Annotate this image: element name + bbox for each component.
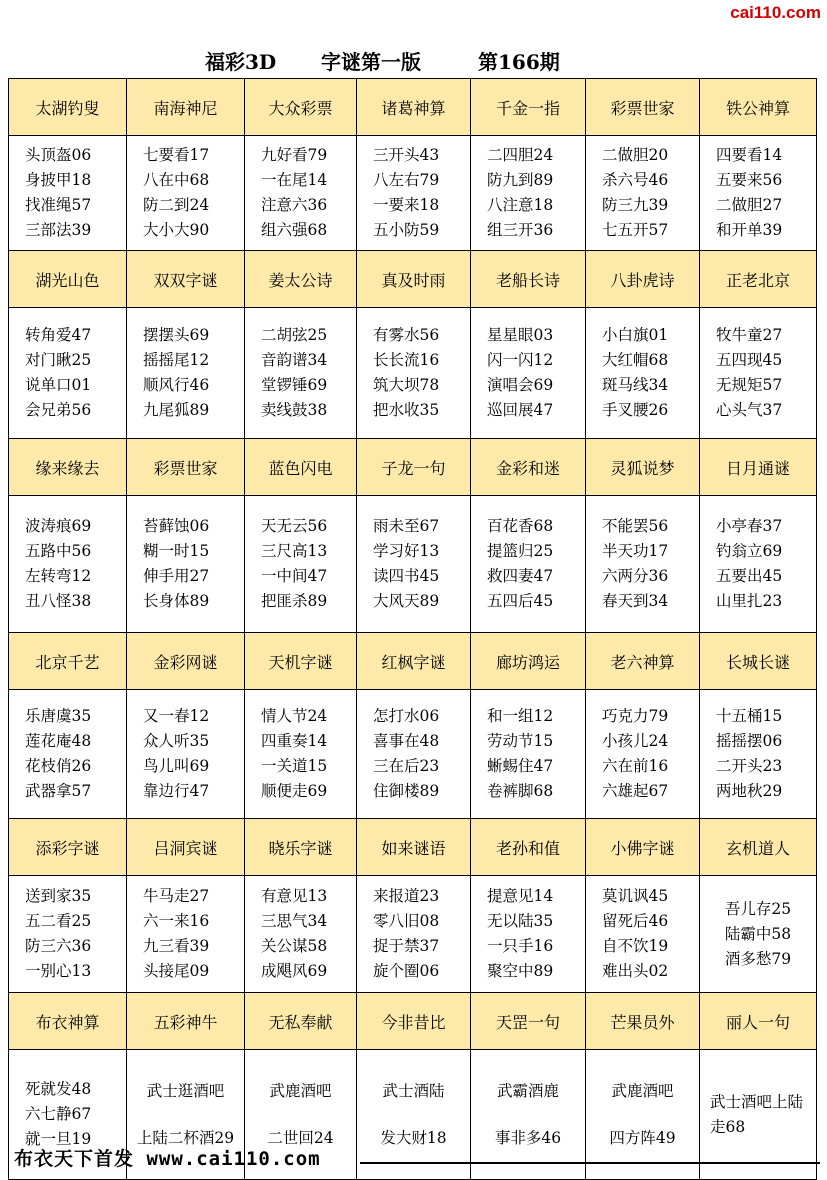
riddle-line: 留死后46 (602, 912, 669, 930)
riddle-line: 吾儿存25 (724, 899, 792, 918)
riddle-cell (127, 876, 245, 993)
riddle-line: 蜥蜴住47 (487, 757, 554, 775)
riddle-cell (586, 876, 700, 993)
riddle-line: 左转弯12 (25, 567, 92, 585)
expert-name: 太湖钓叟 (9, 79, 127, 136)
expert-name: 缘来缘去 (9, 439, 127, 496)
riddle-cell (127, 690, 245, 819)
expert-name: 蓝色闪电 (245, 439, 357, 496)
riddle-line: 武士酒吧上陆 (710, 1092, 804, 1111)
riddle-line: 把水收35 (373, 401, 440, 419)
riddle-line (357, 1104, 470, 1126)
riddle-line: 又一春12 (143, 707, 210, 725)
riddle-row (9, 690, 817, 819)
riddle-line: 住御楼89 (373, 782, 440, 800)
riddle-cell (586, 308, 700, 439)
expert-name: 红枫字谜 (357, 633, 471, 690)
expert-name: 长城长谜 (700, 633, 817, 690)
riddle-line: 音韵谱34 (261, 351, 328, 369)
riddle-line: 雨未至67 (373, 517, 440, 535)
expert-name: 老船长诗 (471, 251, 586, 308)
riddle-line: 九尾狐89 (143, 401, 210, 419)
header-row (9, 633, 817, 690)
riddle-line: 九三看39 (143, 937, 210, 955)
riddle-line: 捉于禁37 (373, 937, 440, 955)
riddle-line: 苔藓蚀06 (143, 517, 210, 535)
riddle-line: 大红帽68 (602, 351, 669, 369)
riddle-line: 心头气37 (716, 401, 783, 419)
expert-name: 双双字谜 (127, 251, 245, 308)
riddle-cell (357, 690, 471, 819)
riddle-line: 星星眼03 (487, 326, 554, 344)
expert-name: 金彩和迷 (471, 439, 586, 496)
riddle-line: 会兄弟56 (25, 401, 92, 419)
expert-name: 廊坊鸿运 (471, 633, 586, 690)
riddle-line: 五四现45 (716, 351, 783, 369)
riddle-line: 二四胆24 (487, 146, 554, 164)
riddle-line: 三部法39 (25, 221, 92, 239)
riddle-line: 乐唐虞35 (25, 707, 92, 725)
riddle-line: 读四书45 (373, 567, 440, 585)
riddle-line: 武霸酒鹿 (496, 1081, 559, 1100)
riddle-cell (586, 496, 700, 633)
expert-name: 彩票世家 (127, 439, 245, 496)
riddle-line: 死就发48 (25, 1080, 92, 1098)
riddle-line: 二做胆20 (602, 146, 669, 164)
riddle-line: 一只手16 (487, 937, 554, 955)
riddle-line: 三思气34 (261, 912, 328, 930)
riddle-line: 十五桶15 (716, 707, 783, 725)
header-row (9, 439, 817, 496)
riddle-line: 六雄起67 (602, 782, 669, 800)
riddle-line: 巧克力79 (602, 707, 669, 725)
riddle-cell (245, 136, 357, 251)
expert-name: 真及时雨 (357, 251, 471, 308)
riddle-line: 三在后23 (373, 757, 440, 775)
riddle-line: 怎打水06 (373, 707, 440, 725)
riddle-line: 顺风行46 (143, 376, 210, 394)
expert-name: 日月通谜 (700, 439, 817, 496)
riddle-line: 半天功17 (602, 542, 669, 560)
riddle-line: 糊一时15 (143, 542, 210, 560)
footer-rule (360, 1162, 820, 1164)
riddle-line: 救四妻47 (487, 567, 554, 585)
riddle-line: 武士逛酒吧 (146, 1081, 225, 1100)
riddle-line: 陆霸中58 (724, 924, 792, 943)
riddle-line: 摆摆头69 (143, 326, 210, 344)
riddle-line: 丑八怪38 (25, 592, 92, 610)
expert-name: 八卦虎诗 (586, 251, 700, 308)
riddle-line: 酒多愁79 (724, 949, 792, 968)
riddle-line: 摇摇摆06 (716, 732, 783, 750)
expert-name: 铁公神算 (700, 79, 817, 136)
riddle-line: 就一旦19 (25, 1130, 92, 1148)
riddle-cell (127, 308, 245, 439)
riddle-cell (357, 308, 471, 439)
expert-name: 丽人一句 (700, 993, 817, 1050)
riddle-line: 长长流16 (373, 351, 440, 369)
riddle-line (245, 1104, 356, 1126)
riddle-line: 不能罢56 (602, 517, 669, 535)
riddle-line: 武鹿酒吧 (611, 1081, 674, 1100)
riddle-line: 一要来18 (373, 196, 440, 214)
riddle-line: 八左右79 (373, 171, 440, 189)
riddle-line: 四重奏14 (261, 732, 328, 750)
riddle-line: 六在前16 (602, 757, 669, 775)
riddle-line: 零八旧08 (373, 912, 440, 930)
riddle-cell (9, 876, 127, 993)
riddle-line: 发大财18 (380, 1128, 447, 1147)
riddle-line: 闪一闪12 (487, 351, 554, 369)
riddle-line: 八注意18 (487, 196, 554, 214)
expert-name: 晓乐字谜 (245, 819, 357, 876)
expert-name: 天罡一句 (471, 993, 586, 1050)
riddle-row (9, 136, 817, 251)
riddle-line: 武士酒陆 (382, 1081, 445, 1100)
title-issue: 第166期 (478, 50, 560, 74)
riddle-line: 一中间47 (261, 567, 328, 585)
riddle-cell (127, 496, 245, 633)
riddle-line: 两地秋29 (716, 782, 783, 800)
expert-name: 五彩神牛 (127, 993, 245, 1050)
riddle-line: 大风天89 (373, 592, 440, 610)
riddle-line: 情人节24 (261, 707, 328, 725)
riddle-line: 和一组12 (487, 707, 554, 725)
riddle-line: 众人听35 (143, 732, 210, 750)
footer-text: 布衣天下首发 www.cai110.com (14, 1148, 321, 1170)
riddle-line: 波涛痕69 (25, 517, 92, 535)
riddle-line: 说单口01 (25, 376, 92, 394)
riddle-cell (245, 308, 357, 439)
expert-name: 子龙一句 (357, 439, 471, 496)
expert-name: 芒果员外 (586, 993, 700, 1050)
riddle-cell (245, 876, 357, 993)
header-row (9, 79, 817, 136)
riddle-line: 堂锣锤69 (261, 376, 328, 394)
riddle-line: 大小大90 (143, 221, 210, 239)
riddle-line: 卷裤脚68 (487, 782, 554, 800)
riddle-line: 斑马线34 (602, 376, 669, 394)
site-logo: cai110.com (730, 3, 821, 22)
riddle-line: 顺便走69 (261, 782, 328, 800)
riddle-cell (245, 690, 357, 819)
header-row (9, 251, 817, 308)
riddle-line: 防三六36 (25, 937, 92, 955)
riddle-cell (357, 496, 471, 633)
riddle-line: 关公谋58 (261, 937, 328, 955)
riddle-line: 来报道23 (373, 887, 440, 905)
riddle-cell (9, 690, 127, 819)
riddle-cell (700, 496, 817, 633)
riddle-line: 上陆二杯酒29 (136, 1128, 235, 1147)
riddle-line: 成飓风69 (261, 962, 328, 980)
riddle-line: 对门瞅25 (25, 351, 92, 369)
riddle-cell (700, 690, 817, 819)
riddle-line: 八在中68 (143, 171, 210, 189)
riddle-line: 头接尾09 (143, 962, 210, 980)
expert-name: 老孙和值 (471, 819, 586, 876)
expert-name: 如来谜语 (357, 819, 471, 876)
riddle-line: 二世回24 (267, 1128, 334, 1147)
expert-name: 彩票世家 (586, 79, 700, 136)
riddle-line: 巡回展47 (487, 401, 554, 419)
expert-name: 灵狐说梦 (586, 439, 700, 496)
riddle-line: 难出头02 (602, 962, 669, 980)
riddle-line: 筑大坝78 (373, 376, 440, 394)
riddle-line: 把匪杀89 (261, 592, 328, 610)
riddle-line: 牛马走27 (143, 887, 210, 905)
riddle-line: 聚空中89 (487, 962, 554, 980)
riddle-line: 五要出45 (716, 567, 783, 585)
riddle-line: 鸟儿叫69 (143, 757, 210, 775)
riddle-line: 喜事在48 (373, 732, 440, 750)
expert-name: 北京千艺 (9, 633, 127, 690)
riddle-line: 有意见13 (261, 887, 328, 905)
riddle-line: 莫讥讽45 (602, 887, 669, 905)
riddle-line: 三尺高13 (261, 542, 328, 560)
expert-name: 老六神算 (586, 633, 700, 690)
riddle-line: 四要看14 (716, 146, 783, 164)
riddle-line: 二胡弦25 (261, 326, 328, 344)
expert-name: 玄机道人 (700, 819, 817, 876)
riddle-line: 提意见14 (487, 887, 554, 905)
riddle-line: 百花香68 (487, 517, 554, 535)
expert-name: 千金一指 (471, 79, 586, 136)
riddle-line: 防三九39 (602, 196, 669, 214)
expert-name: 湖光山色 (9, 251, 127, 308)
riddle-line: 五四后45 (487, 592, 554, 610)
riddle-line: 武鹿酒吧 (269, 1081, 332, 1100)
riddle-cell (357, 136, 471, 251)
riddle-line: 山里扎23 (716, 592, 783, 610)
riddle-cell (471, 308, 586, 439)
riddle-line: 五要来56 (716, 171, 783, 189)
riddle-line: 组六强68 (261, 221, 328, 239)
riddle-line: 杀六号46 (602, 171, 669, 189)
expert-name: 吕洞宾谜 (127, 819, 245, 876)
riddle-cell (700, 308, 817, 439)
footer (0, 1144, 827, 1169)
riddle-line: 转角爱47 (25, 326, 92, 344)
expert-name: 南海神尼 (127, 79, 245, 136)
riddle-cell (9, 136, 127, 251)
riddle-line (471, 1104, 585, 1126)
riddle-line: 头顶盔06 (25, 146, 92, 164)
riddle-cell (471, 876, 586, 993)
riddle-line: 无以陆35 (487, 912, 554, 930)
riddle-line: 牧牛童27 (716, 326, 783, 344)
riddle-row (9, 308, 817, 439)
riddle-line: 小孩儿24 (602, 732, 669, 750)
riddle-cell (700, 136, 817, 251)
riddle-line: 七要看17 (143, 146, 210, 164)
riddle-line: 花枝俏26 (25, 757, 92, 775)
riddle-cell (700, 876, 817, 993)
riddle-line: 提篮归25 (487, 542, 554, 560)
riddle-line: 小亭春37 (716, 517, 783, 535)
riddle-line: 事非多46 (494, 1128, 562, 1147)
riddle-line: 九好看79 (261, 146, 328, 164)
page-title (0, 46, 827, 76)
riddle-line: 走68 (710, 1117, 746, 1136)
riddle-line: 防九到89 (487, 171, 554, 189)
expert-name: 大众彩票 (245, 79, 357, 136)
expert-name: 布衣神算 (9, 993, 127, 1050)
riddle-line: 五二看25 (25, 912, 92, 930)
riddle-line: 四方阵49 (609, 1128, 676, 1147)
riddle-line: 一关道15 (261, 757, 328, 775)
riddle-line: 一在尾14 (261, 171, 328, 189)
expert-name: 小佛字谜 (586, 819, 700, 876)
riddle-line: 三开头43 (373, 146, 440, 164)
expert-name: 正老北京 (700, 251, 817, 308)
riddle-line: 手叉腰26 (602, 401, 669, 419)
riddle-line: 劳动节15 (487, 732, 554, 750)
header-row (9, 819, 817, 876)
expert-name: 无私奉献 (245, 993, 357, 1050)
riddle-line: 春天到34 (602, 592, 669, 610)
riddle-line: 六两分36 (602, 567, 669, 585)
expert-name: 添彩字谜 (9, 819, 127, 876)
riddle-line: 防二到24 (143, 196, 210, 214)
riddle-line: 小白旗01 (602, 326, 669, 344)
riddle-line: 钓翁立69 (716, 542, 783, 560)
riddle-line: 演唱会69 (487, 376, 554, 394)
riddle-line: 旋个圈06 (373, 962, 440, 980)
riddle-line: 莲花庵48 (25, 732, 92, 750)
riddle-line: 送到家35 (25, 887, 92, 905)
expert-name: 今非昔比 (357, 993, 471, 1050)
riddle-line: 找准绳57 (25, 196, 92, 214)
riddle-line: 天无云56 (261, 517, 328, 535)
riddle-line: 摇摇尾12 (143, 351, 210, 369)
riddle-line (586, 1104, 699, 1126)
riddle-line: 靠边行47 (143, 782, 210, 800)
expert-name: 金彩网谜 (127, 633, 245, 690)
expert-name: 天机字谜 (245, 633, 357, 690)
riddle-line: 六一来16 (143, 912, 210, 930)
riddle-line: 五小防59 (373, 221, 440, 239)
riddle-line: 伸手用27 (143, 567, 210, 585)
riddle-line: 自不饮19 (602, 937, 669, 955)
expert-name: 诸葛神算 (357, 79, 471, 136)
riddle-cell (245, 496, 357, 633)
riddle-line: 长身体89 (143, 592, 210, 610)
title-edition: 字谜第一版 (321, 50, 421, 74)
riddle-line: 注意六36 (261, 196, 328, 214)
riddle-cell (586, 136, 700, 251)
riddle-cell (127, 136, 245, 251)
riddle-line: 五路中56 (25, 542, 92, 560)
riddle-cell (471, 690, 586, 819)
riddle-cell (471, 136, 586, 251)
riddle-line: 二做胆27 (716, 196, 783, 214)
riddle-line: 六七静67 (25, 1105, 92, 1123)
riddle-line: 卖线鼓38 (261, 401, 328, 419)
riddle-line: 七五开57 (602, 221, 669, 239)
header-row (9, 993, 817, 1050)
riddle-line: 无规矩57 (716, 376, 783, 394)
title-lottery: 福彩3D (205, 50, 277, 74)
riddle-cell (357, 876, 471, 993)
riddle-row (9, 876, 817, 993)
riddle-table (8, 78, 817, 1180)
riddle-cell (471, 496, 586, 633)
riddle-line: 武器拿57 (25, 782, 92, 800)
expert-name: 姜太公诗 (245, 251, 357, 308)
riddle-line: 一别心13 (25, 962, 92, 980)
riddle-cell (586, 690, 700, 819)
riddle-line: 组三开36 (487, 221, 554, 239)
riddle-line: 二开头23 (716, 757, 783, 775)
riddle-line: 有雾水56 (373, 326, 440, 344)
riddle-line: 学习好13 (373, 542, 440, 560)
riddle-line (127, 1104, 244, 1126)
riddle-row (9, 496, 817, 633)
riddle-cell (9, 496, 127, 633)
riddle-line: 和开单39 (716, 221, 783, 239)
riddle-cell (9, 308, 127, 439)
riddle-line: 身披甲18 (25, 171, 92, 189)
